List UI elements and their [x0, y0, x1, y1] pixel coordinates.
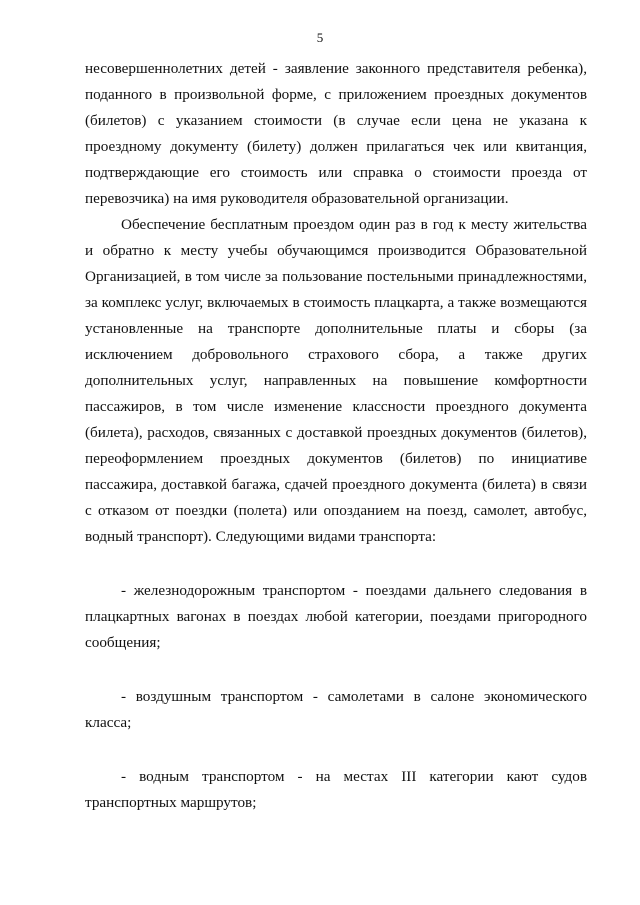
list-item-railway: - железнодорожным транспортом - поездами дальнего следования в плацкартных вагонах в поездах любой категории, поездами пригородного сообщения;: [85, 582, 587, 651]
document-body: [85, 56, 587, 816]
page-number: 5: [316, 30, 324, 45]
paragraph-free-travel: Обеспечение бесплатным проездом один раз в год к месту жительства и обратно к месту учебы обучающимся производится Образовательной Организацией, в том числе за пользование постельными принадлежностями, за комплекс услуг, включаемых в стоимость плацкарта, а также возмещаются установленные на транспорте дополнительные платы и сборы (за исключением добровольного страхового сбора, а также других дополнительных услуг, направленных на повышение комфортности пассажиров, в том числе изменение классности проездного документа (билета), расходов, связанных с доставкой проездных документов (билетов), переоформлением проездных документов (билетов) по инициативе пассажира, доставкой багажа, сдачей проездного документа (билета) в связи с отказом от поездки (полета) или опозданием на поезд, самолет, автобус, водный транспорт). Следующими видами транспорта:: [85, 216, 587, 545]
list-item-water: - водным транспортом - на местах III категории кают судов транспортных маршрутов;: [85, 768, 587, 811]
paragraph-continuation: несовершеннолетних детей - заявление законного представителя ребенка), поданного в произвольной форме, с приложением проездных документов (билетов) с указанием стоимости (в случае если цена не указана к проездному документу (билету) должен прилагаться чек или квитанция, подтверждающие его стоимость или справка о стоимости проезда от перевозчика) на имя руководителя образовательной организации.: [85, 60, 587, 207]
list-item-air: - воздушным транспортом - самолетами в салоне экономического класса;: [85, 688, 587, 731]
